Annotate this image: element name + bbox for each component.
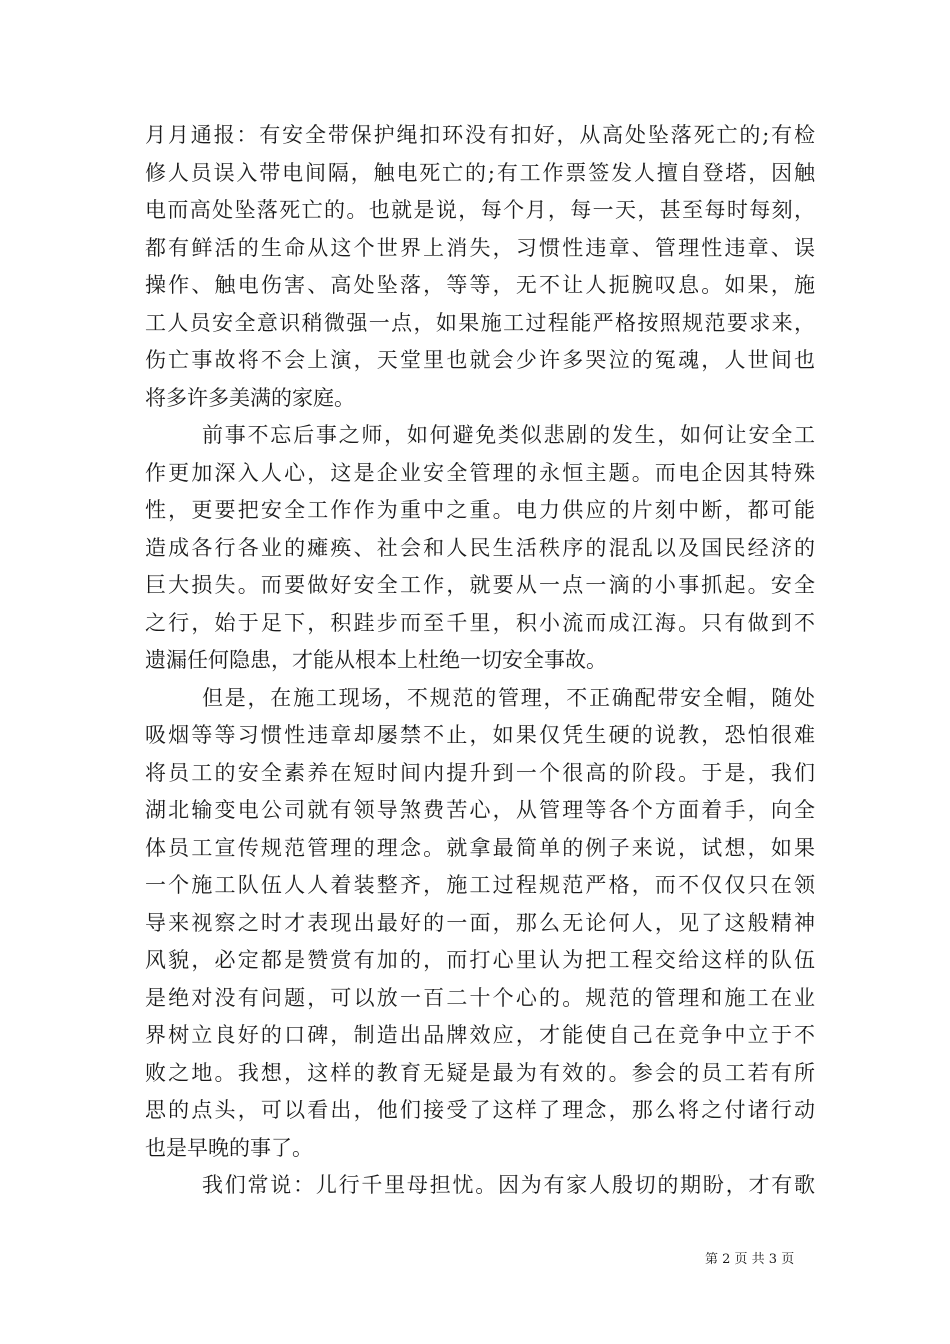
text-line: 将员工的安全素养在短时间内提升到一个很高的阶段。于是，我们 bbox=[145, 760, 815, 785]
text-line: 败之地。我想，这样的教育无疑是最为有效的。参会的员工若有所 bbox=[145, 1060, 815, 1085]
text-line: 风貌，必定都是赞赏有加的，而打心里认为把工程交给这样的队伍 bbox=[145, 948, 815, 972]
text-line: 一个施工队伍人人着装整齐，施工过程规范严格，而不仅仅只在领 bbox=[145, 873, 815, 897]
text-line: 电而高处坠落死亡的。也就是说，每个月，每一天，甚至每时每刻， bbox=[145, 198, 815, 222]
text-line: 之行，始于足下，积跬步而至千里，积小流而成江海。只有做到不 bbox=[145, 610, 815, 635]
text-line: 遗漏任何隐患，才能从根本上杜绝一切安全事故。 bbox=[145, 648, 607, 672]
text-line: 修人员误入带电间隔，触电死亡的;有工作票签发人擅自登塔，因触 bbox=[145, 160, 815, 185]
text-line: 但是，在施工现场，不规范的管理，不正确配带安全帽，随处 bbox=[202, 685, 815, 710]
text-line: 工人员安全意识稍微强一点，如果施工过程能严格按照规范要求来， bbox=[145, 310, 815, 335]
paragraph-3 bbox=[145, 680, 815, 1168]
document-body bbox=[145, 117, 815, 1205]
text-line: 造成各行各业的瘫痪、社会和人民生活秩序的混乱以及国民经济的 bbox=[145, 535, 815, 560]
text-line: 都有鲜活的生命从这个世界上消失，习惯性违章、管理性违章、误 bbox=[145, 235, 815, 260]
text-line: 思的点头，可以看出，他们接受了这样了理念，那么将之付诸行动 bbox=[145, 1098, 815, 1122]
text-line: 操作、触电伤害、高处坠落，等等，无不让人扼腕叹息。如果，施 bbox=[145, 273, 815, 297]
text-line: 湖北输变电公司就有领导煞费苦心，从管理等各个方面着手，向全 bbox=[145, 798, 815, 822]
text-line: 作更加深入人心，这是企业安全管理的永恒主题。而电企因其特殊 bbox=[145, 460, 815, 485]
paragraph-4 bbox=[145, 1167, 815, 1205]
text-line: 界树立良好的口碑，制造出品牌效应，才能使自己在竞争中立于不 bbox=[145, 1023, 815, 1047]
text-line: 是绝对没有问题，可以放一百二十个心的。规范的管理和施工在业 bbox=[145, 985, 815, 1010]
text-line: 巨大损失。而要做好安全工作，就要从一点一滴的小事抓起。安全 bbox=[145, 573, 815, 597]
text-line: 体员工宣传规范管理的理念。就拿最简单的例子来说，试想，如果 bbox=[145, 835, 815, 860]
text-line: 吸烟等等习惯性违章却屡禁不止，如果仅凭生硬的说教，恐怕很难 bbox=[145, 723, 815, 747]
text-line: 我们常说：儿行千里母担忧。因为有家人殷切的期盼，才有歌 bbox=[202, 1173, 815, 1197]
paragraph-1 bbox=[145, 117, 815, 417]
paragraph-2 bbox=[145, 417, 815, 680]
text-line: 性，更要把安全工作作为重中之重。电力供应的片刻中断，都可能 bbox=[145, 498, 815, 522]
text-line: 前事不忘后事之师，如何避免类似悲剧的发生，如何让安全工 bbox=[202, 423, 815, 447]
text-line: 月月通报：有安全带保护绳扣环没有扣好，从高处坠落死亡的;有检 bbox=[145, 123, 815, 147]
page-number-footer: 第 2 页 共 3 页 bbox=[705, 1252, 795, 1267]
text-line: 也是早晚的事了。 bbox=[145, 1135, 313, 1160]
text-line: 伤亡事故将不会上演，天堂里也就会少许多哭泣的冤魂，人世间也 bbox=[145, 348, 815, 372]
text-line: 将多许多美满的家庭。 bbox=[145, 385, 355, 410]
text-line: 导来视察之时才表现出最好的一面，那么无论何人，见了这般精神 bbox=[145, 910, 815, 935]
